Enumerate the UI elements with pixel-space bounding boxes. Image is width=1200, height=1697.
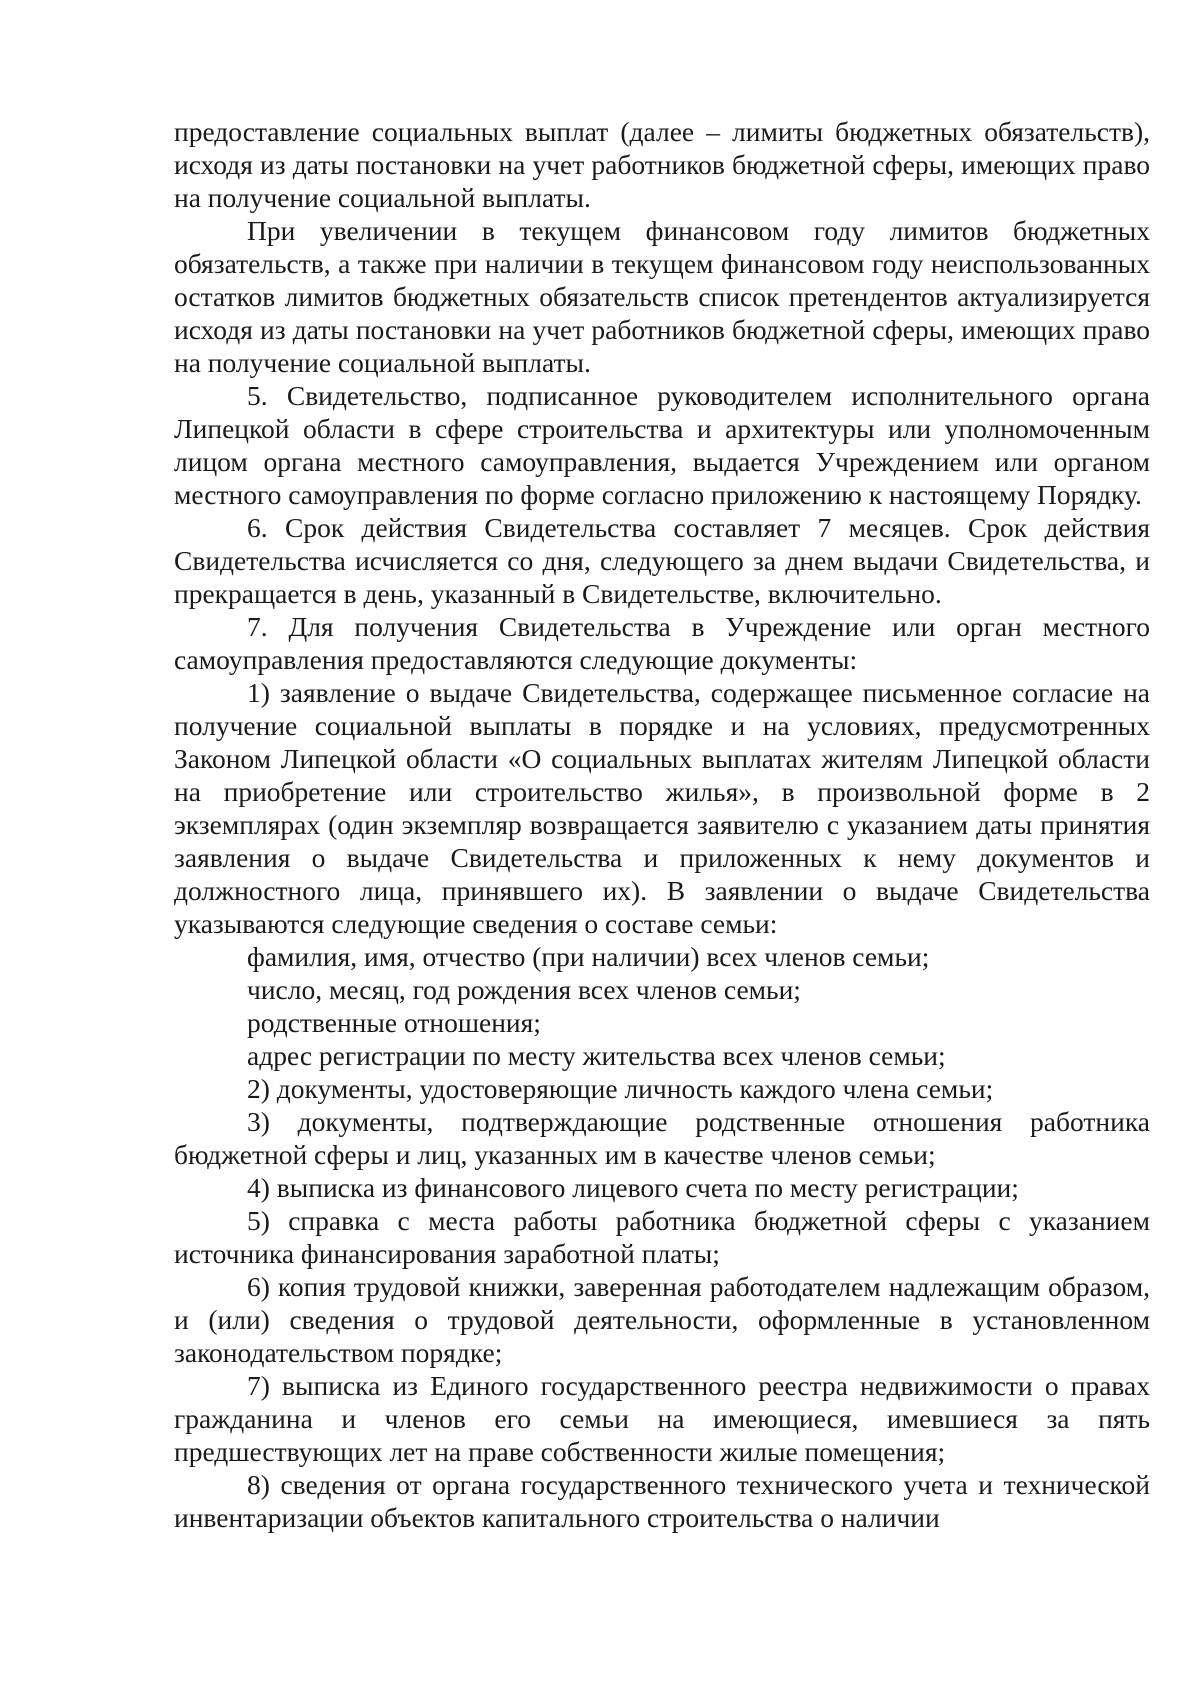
paragraph-subitem-8: 8) сведения от органа государственного технического учета и технической инвентаризации объектов капитального строительства о наличии: [174, 1469, 1150, 1533]
list-item-birth-date: число, месяц, год рождения всех членов семьи;: [247, 974, 801, 1005]
paragraph-limits-continuation: предоставление социальных выплат (далее – лимиты бюджетных обязательств), исходя из даты постановки на учет работников бюджетной сферы, имеющих право на получение социальной выплаты.: [174, 116, 1150, 213]
paragraph-item-6: 6. Срок действия Свидетельства составляет 7 месяцев. Срок действия Свидетельства исчисляется со дня, следующего за днем выдачи Свидетельства, и прекращается в день, указанный в Свидетельстве, включительно.: [174, 512, 1150, 609]
paragraph-limits-increase: При увеличении в текущем финансовом году лимитов бюджетных обязательств, а также при наличии в текущем финансовом году неиспользованных остатков лимитов бюджетных обязательств список претендентов актуализируется исходя из даты постановки на учет работников бюджетной сферы, имеющих право на получение социальной выплаты.: [174, 215, 1150, 378]
paragraph-subitem-2: 2) документы, удостоверяющие личность каждого члена семьи;: [247, 1073, 994, 1104]
list-item-relations: родственные отношения;: [247, 1007, 541, 1038]
list-item-full-name: фамилия, имя, отчество (при наличии) всех членов семьи;: [247, 941, 930, 972]
paragraph-subitem-1: 1) заявление о выдаче Свидетельства, содержащее письменное согласие на получение социальной выплаты в порядке и на условиях, предусмотренных Законом Липецкой области «О социальных выплатах жителям Липецкой области на приобретение или строительство жилья», в произвольной форме в 2 экземплярах (один экземпляр возвращается заявителю с указанием даты принятия заявления о выдаче Свидетельства и приложенных к нему документов и должностного лица, принявшего их). В заявлении о выдаче Свидетельства указываются следующие сведения о составе семьи:: [174, 677, 1150, 939]
paragraph-subitem-3: 3) документы, подтверждающие родственные отношения работника бюджетной сферы и лиц, указанных им в качестве членов семьи;: [174, 1106, 1150, 1170]
paragraph-item-5: 5. Свидетельство, подписанное руководителем исполнительного органа Липецкой области в сфере строительства и архитектуры или уполномоченным лицом органа местного самоуправления, выдается Учреждением или органом местного самоуправления по форме согласно приложению к настоящему Порядку.: [174, 380, 1150, 510]
paragraph-subitem-5: 5) справка с места работы работника бюджетной сферы с указанием источника финансирования заработной платы;: [174, 1205, 1150, 1269]
paragraph-subitem-4: 4) выписка из финансового лицевого счета по месту регистрации;: [247, 1172, 1019, 1203]
paragraph-item-7: 7. Для получения Свидетельства в Учреждение или орган местного самоуправления предоставляются следующие документы:: [174, 611, 1150, 675]
paragraph-subitem-7: 7) выписка из Единого государственного реестра недвижимости о правах гражданина и членов его семьи на имеющиеся, имевшиеся за пять предшествующих лет на праве собственности жилые помещения;: [174, 1370, 1150, 1467]
document-body: [174, 115, 1150, 1534]
paragraph-subitem-6: 6) копия трудовой книжки, заверенная работодателем надлежащим образом, и (или) сведения о трудовой деятельности, оформленные в установленном законодательством порядке;: [174, 1271, 1150, 1368]
list-item-address: адрес регистрации по месту жительства всех членов семьи;: [247, 1040, 946, 1071]
